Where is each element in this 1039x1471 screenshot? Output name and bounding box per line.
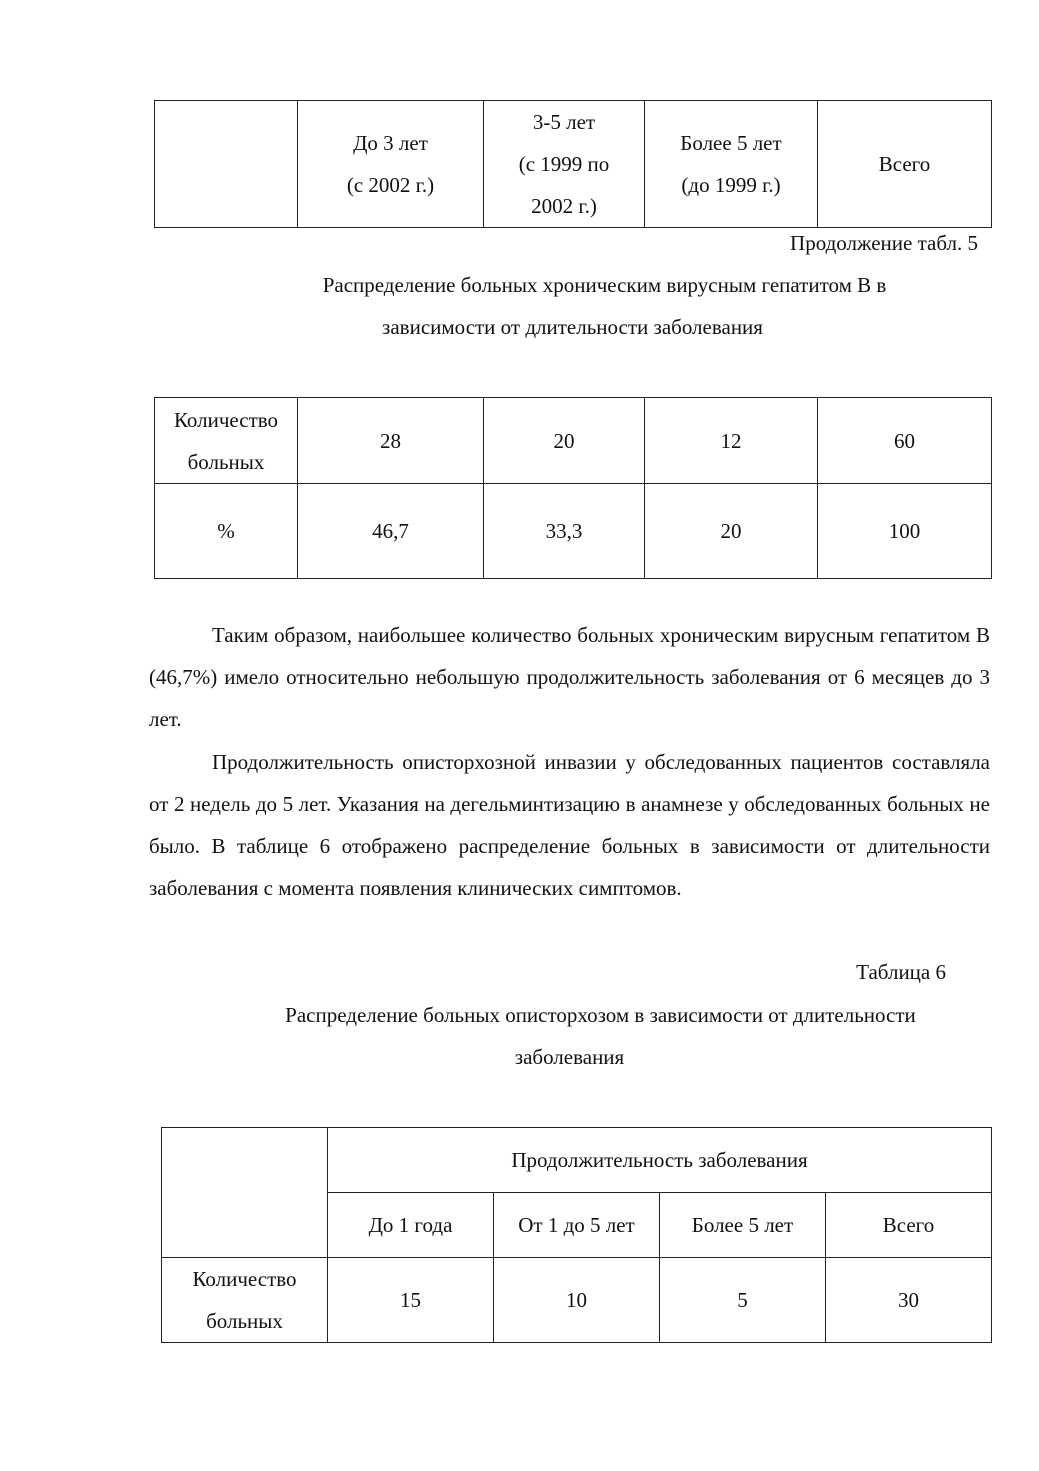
value-cell: 100 bbox=[818, 484, 992, 579]
row-label-cell: Количество больных bbox=[155, 398, 298, 484]
row-label-cell: Количество больных bbox=[162, 1258, 328, 1343]
table5-continuation-label: Продолжение табл. 5 bbox=[790, 231, 978, 255]
table5-header-cell: До 3 лет (с 2002 г.) bbox=[298, 101, 484, 228]
paragraph-opisthorchiasis: Продолжительность описторхозной инвазии у обследованных пациентов составляла от 2 недель до 5 лет. Указания на дегельминтизацию в анамнезе у обследованных больных не было. В таблице 6 отображено распределение больных в зависимости от длительности заболевания с момента появления клинических симптомов. bbox=[149, 750, 990, 900]
table6-column-header: Всего bbox=[826, 1193, 992, 1258]
table6-title-line-1: Распределение больных описторхозом в зависимости от длительности bbox=[285, 1003, 916, 1027]
paragraph-conclusion: Таким образом, наибольшее количество больных хроническим вирусным гепатитом В (46,7%) имело относительно небольшую продолжительность заболевания от 6 месяцев до 3 лет. bbox=[149, 623, 990, 731]
table5-header-cell: 3-5 лет (с 1999 по 2002 г.) bbox=[484, 101, 645, 228]
table5-header-cell: Всего bbox=[818, 101, 992, 228]
table6-column-header: От 1 до 5 лет bbox=[494, 1193, 660, 1258]
value-cell: 33,3 bbox=[484, 484, 645, 579]
table6-column-header: До 1 года bbox=[328, 1193, 494, 1258]
table5-title-line-2: зависимости от длительности заболевания bbox=[382, 315, 763, 339]
table6-title-line-2: заболевания bbox=[514, 1045, 625, 1069]
table6 bbox=[161, 1127, 992, 1343]
value-cell: 20 bbox=[645, 484, 818, 579]
table6-empty-corner-cell bbox=[162, 1128, 328, 1258]
value-cell: 20 bbox=[484, 398, 645, 484]
table6-label: Таблица 6 bbox=[856, 960, 946, 984]
value-cell: 28 bbox=[298, 398, 484, 484]
table5-title-line-1: Распределение больных хроническим вирусным гепатитом В в bbox=[322, 273, 887, 297]
table6-group-header: Продолжительность заболевания bbox=[328, 1128, 992, 1193]
table-row bbox=[155, 398, 992, 484]
table5-header-empty-cell bbox=[155, 101, 298, 228]
value-cell: 30 bbox=[826, 1258, 992, 1343]
table6-group-header-row bbox=[162, 1128, 992, 1193]
table-row bbox=[162, 1258, 992, 1343]
table5-body bbox=[154, 397, 992, 579]
value-cell: 46,7 bbox=[298, 484, 484, 579]
table5-header bbox=[154, 100, 992, 228]
table5-header-row bbox=[155, 101, 992, 228]
value-cell: 10 bbox=[494, 1258, 660, 1343]
table6-column-header: Более 5 лет bbox=[660, 1193, 826, 1258]
value-cell: 5 bbox=[660, 1258, 826, 1343]
row-label-cell: % bbox=[155, 484, 298, 579]
value-cell: 60 bbox=[818, 398, 992, 484]
value-cell: 15 bbox=[328, 1258, 494, 1343]
table-row bbox=[155, 484, 992, 579]
table5-header-cell: Более 5 лет (до 1999 г.) bbox=[645, 101, 818, 228]
value-cell: 12 bbox=[645, 398, 818, 484]
